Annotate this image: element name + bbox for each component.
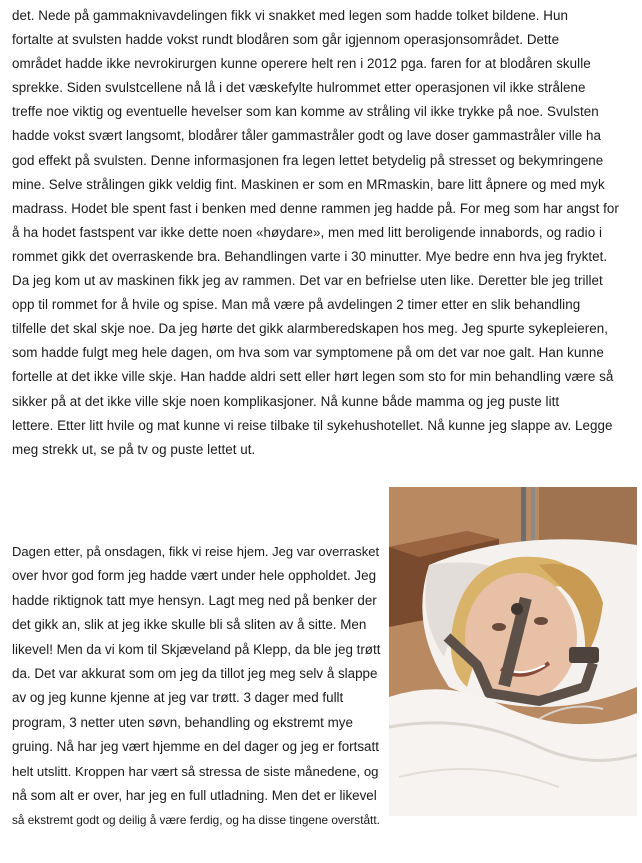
text-line: det. Nede på gammaknivavdelingen fikk vi snakket med legen som hadde tolket bildene. Hun [12,8,568,23]
patient-photo [389,487,637,816]
text-line: da. Det var akkurat som om jeg da tillot jeg meg selv å slappe [12,666,378,682]
text-line: gruing. Nå har jeg vært hjemme en del dager og jeg er fortsatt [12,739,379,755]
text-line: opp til rommet for å hvile og spise. Man må være på avdelingen 2 timer etter en slik behandling [12,297,581,313]
text-line: fortelle at det ikke ville skje. Han hadde aldri sett eller hørt legen som sto for min behandling være så [12,369,614,385]
text-line: god effekt på svulsten. Denne informasjonen fra legen lettet betydelig på stresset og bekymringene [12,152,604,168]
patient-in-bed-illustration [389,487,637,816]
text-line: meg strekk ut, se på tv og puste lettet ut. [12,441,256,457]
text-line: program, 3 netter uten søvn, behandling og ekstremt mye [12,714,353,730]
text-line: likevel! Men da vi kom til Skjæveland på Klepp, da ble jeg trøtt [12,641,381,657]
text-line: treffe noe viktig og eventuelle hevelser som kan komme av stråling vil ikke trykke på noe. Svulsten [12,104,599,120]
paragraph-top [12,4,634,462]
text-line: Dagen etter, på onsdagen, fikk vi reise hjem. Jeg var overrasket [12,544,380,559]
text-line: området hadde ikke nevrokirurgen kunne operere helt ren i 2012 pga. faren for at blodåren skulle [12,56,591,72]
text-line: sikker på at det ikke ville skje noen komplikasjoner. Nå kunne både mamma og jeg puste litt [12,393,560,409]
text-line: fortalte at svulsten hadde vokst rundt blodåren som går igjennom operasjonsområdet. Dette [12,32,560,48]
text-line: rommet gikk det overraskende bra. Behandlingen varte i 30 minutter. Mye bedre enn hva jeg fryktet. [12,248,608,264]
text-line: hadde vokst svært langsomt, blodårer tåler gammastråler godt og lave doser gammastråler ville ha [12,128,602,144]
text-line: som hadde fulgt meg hele dagen, om hva som var symptomene på om det var noe galt. Han kunne [12,345,604,361]
text-line: over hvor god form jeg hadde vært under hele oppholdet. Jeg [12,568,377,584]
text-line: å ha hodet fastspent var ikke dette noen «høydare», men med litt beroligende innabords, og radio i [12,224,602,240]
text-line: sprekke. Siden svulstcellene nå lå i det væskefylte hulrommet etter operasjonen vil ikke strålene [12,80,586,96]
text-line: Da jeg kom ut av maskinen fikk jeg av rammen. Det var en befrielse uten like. Deretter ble jeg trillet [12,273,603,289]
text-line: helt utslitt. Kroppen har vært så stressa de siste månedene, og [12,763,379,779]
text-line: hadde riktignok tatt mye hensyn. Lagt meg ned på benker der [12,592,377,608]
text-line: lettere. Etter litt hvile og mat kunne vi reise tilbake til sykehushotellet. Nå kunne jeg slappe av. Legge [12,417,613,433]
text-line: tilfelle det skal skje noe. Da jeg hørte det gikk alarmberedskapen hos meg. Jeg spurte sykepleieren, [12,321,608,337]
text-line: av og jeg kunne kjenne at jeg var trøtt. 3 dager med fullt [12,690,344,706]
text-line: madrass. Hodet ble spent fast i benken med denne rammen jeg hadde på. For meg som har angst for [12,200,619,216]
paragraph-bottom [12,540,382,833]
text-line: nå som alt er over, har jeg en full utladning. Men det er likevel [12,788,377,804]
text-line: mine. Selve strålingen gikk veldig fint. Maskinen er som en MRmaskin, bare litt åpnere og med myk [12,176,605,192]
text-line: så ekstremt godt og deilig å være ferdig, og ha disse tingene overstått. [12,813,380,828]
text-line: det gikk an, slik at jeg ikke skulle bli så sliten av å sitte. Men [12,617,367,633]
